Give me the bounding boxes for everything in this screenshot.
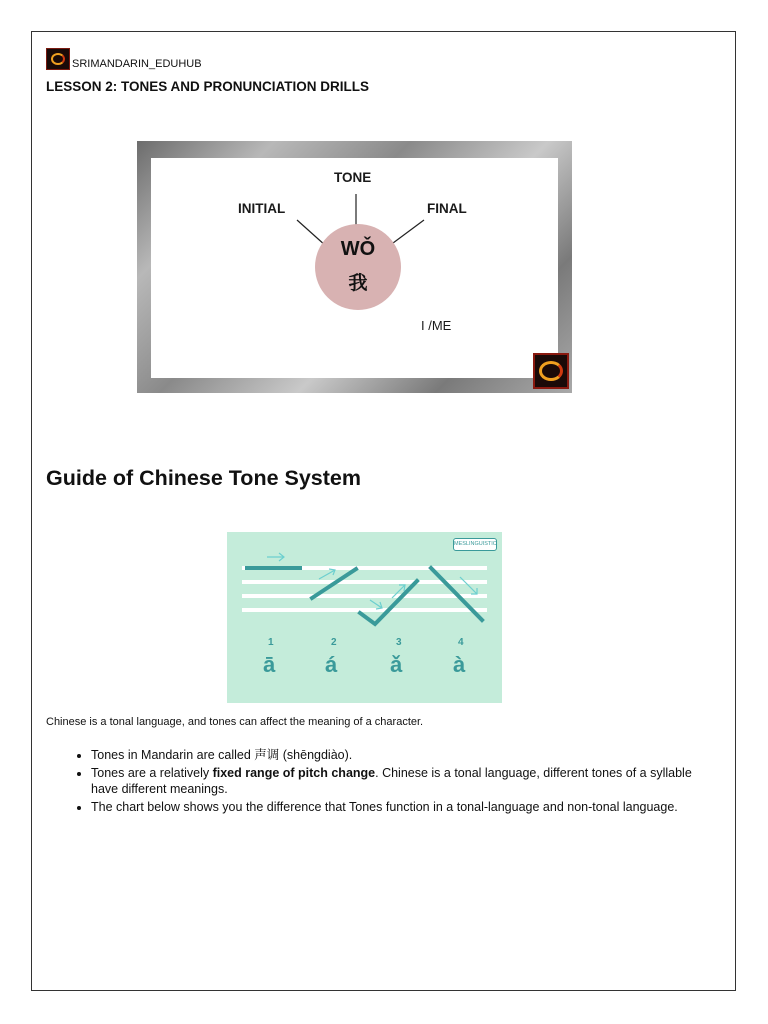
- list-item: • Tones are a relatively fixed range of pitch change. Chinese is a tonal language, different tones of a syllable have different meanings.: [91, 765, 716, 797]
- syllable-pinyin: WǑ: [340, 238, 376, 260]
- brand-logo-icon: [46, 48, 70, 70]
- section-title: Guide of Chinese Tone System: [46, 466, 361, 490]
- list-item: • The chart below shows you the difference that Tones function in a tonal-language and non-tonal language.: [91, 799, 716, 815]
- list-item: • Tones in Mandarin are called 声调 (shēngdiào).: [91, 747, 716, 763]
- lesson-title: LESSON 2: TONES AND PRONUNCIATION DRILLS: [46, 79, 370, 94]
- initial-label: INITIAL: [238, 201, 286, 216]
- brand-name: SRIMANDARIN_EDUHUB: [72, 58, 202, 70]
- tone-1-number: 1: [268, 637, 274, 648]
- syllable-diagram-canvas: [151, 158, 558, 378]
- tone-3-number: 3: [396, 637, 402, 648]
- tone-4-symbol: à: [453, 652, 466, 677]
- corner-logo-icon: [533, 353, 569, 389]
- bullet-list: [70, 747, 716, 817]
- syllable-diagram-image: [137, 141, 572, 393]
- tone-2-symbol: á: [325, 652, 338, 677]
- tone-3-symbol: ǎ: [390, 652, 403, 677]
- document-page: [31, 31, 736, 991]
- syllable-circle: [315, 224, 401, 310]
- source-badge: MESLINGUISTIC: [453, 538, 497, 551]
- tone-4-number: 4: [458, 637, 464, 648]
- brand-row: [46, 48, 202, 70]
- tone-chart-image: [227, 532, 502, 703]
- meaning-label: I /ME: [421, 318, 452, 333]
- tone-2-number: 2: [331, 637, 337, 648]
- tone-1-symbol: ā: [263, 652, 276, 677]
- syllable-character: 我: [348, 273, 368, 294]
- tone-label: TONE: [334, 170, 372, 185]
- final-label: FINAL: [427, 201, 467, 216]
- tone-chart-caption: Chinese is a tonal language, and tones can affect the meaning of a character.: [46, 716, 424, 728]
